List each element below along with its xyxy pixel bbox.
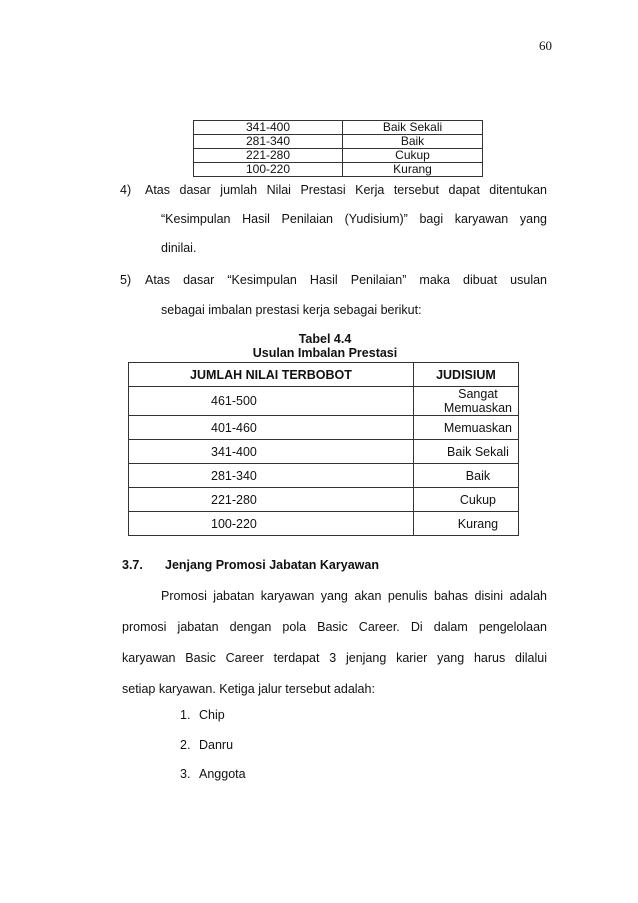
table-row — [129, 416, 519, 440]
grade-cell: Baik Sekali — [343, 121, 483, 135]
list-item-line: “Kesimpulan Hasil Penilaian (Yudisium)” bagi karyawan yang — [161, 212, 547, 226]
judgement-cell: Kurang — [413, 512, 518, 536]
judgement-cell: Baik Sekali — [413, 440, 518, 464]
table-row — [129, 440, 519, 464]
judgement-cell: Baik — [413, 464, 518, 488]
list-item-line: Atas dasar jumlah Nilai Prestasi Kerja tersebut dapat ditentukan — [145, 183, 547, 197]
list-item: Danru — [199, 738, 234, 752]
grade-cell: Cukup — [343, 149, 483, 163]
list-item: Chip — [199, 708, 225, 722]
list-item-line: Atas dasar “Kesimpulan Hasil Penilaian” maka dibuat usulan — [145, 273, 547, 287]
section-title: Jenjang Promosi Jabatan Karyawan — [165, 558, 379, 572]
paragraph-line: karyawan Basic Career terdapat 3 jenjang karier yang harus dilalui — [122, 651, 547, 665]
score-range-cell: 100-220 — [194, 163, 343, 177]
list-item-line: dinilai. — [161, 241, 197, 255]
judgement-cell: Sangat Memuaskan — [413, 387, 518, 416]
grade-cell: Baik — [343, 135, 483, 149]
score-range-cell: 281-340 — [194, 135, 343, 149]
judgement-cell: Cukup — [413, 488, 518, 512]
table-row — [194, 163, 483, 177]
score-range-cell: 341-400 — [194, 121, 343, 135]
list-number: 2. — [180, 738, 191, 752]
column-header: JUMLAH NILAI TERBOBOT — [129, 363, 414, 387]
list-item: Anggota — [199, 767, 246, 781]
reward-table — [128, 362, 519, 536]
table-row — [194, 121, 483, 135]
table-row — [194, 135, 483, 149]
table-row — [129, 387, 519, 416]
list-number: 5) — [120, 273, 132, 287]
paragraph-line: promosi jabatan dengan pola Basic Career. Di dalam pengelolaan — [122, 620, 547, 634]
score-range-cell: 401-460 — [129, 416, 414, 440]
page-number: 60 — [539, 38, 552, 53]
paragraph-line: Promosi jabatan karyawan yang akan penulis bahas disini adalah — [161, 589, 547, 603]
score-range-cell: 221-280 — [129, 488, 414, 512]
score-range-cell: 461-500 — [129, 387, 414, 416]
table-row — [194, 149, 483, 163]
table-caption-label: Tabel 4.4 — [298, 332, 352, 346]
table-row — [129, 512, 519, 536]
list-number: 1. — [180, 708, 191, 722]
grade-cell: Kurang — [343, 163, 483, 177]
table-header-row — [129, 363, 519, 387]
list-number: 3. — [180, 767, 191, 781]
paragraph-line: setiap karyawan. Ketiga jalur tersebut adalah: — [122, 682, 375, 696]
table-row — [129, 488, 519, 512]
section-number: 3.7. — [122, 558, 143, 572]
column-header: JUDISIUM — [413, 363, 518, 387]
score-range-cell: 100-220 — [129, 512, 414, 536]
score-range-cell: 221-280 — [194, 149, 343, 163]
judgement-cell: Memuaskan — [413, 416, 518, 440]
score-range-cell: 281-340 — [129, 464, 414, 488]
list-item-line: sebagai imbalan prestasi kerja sebagai berikut: — [161, 303, 422, 317]
table-row — [129, 464, 519, 488]
grade-table-continued — [193, 120, 483, 177]
list-number: 4) — [120, 183, 132, 197]
table-caption-title: Usulan Imbalan Prestasi — [252, 346, 398, 360]
score-range-cell: 341-400 — [129, 440, 414, 464]
